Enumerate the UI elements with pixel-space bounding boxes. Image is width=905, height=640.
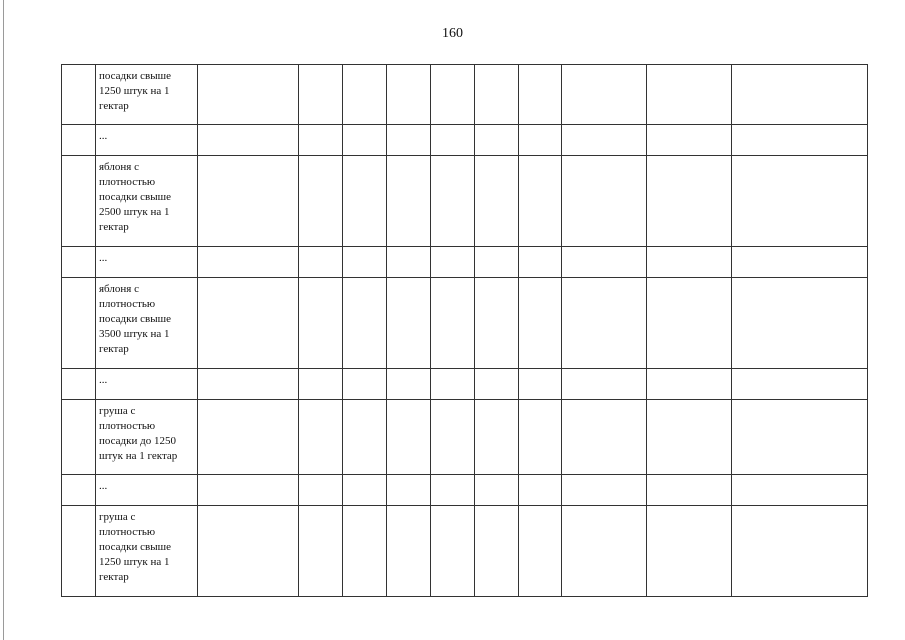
empty-value-cell: [343, 278, 387, 369]
empty-value-cell: [198, 156, 299, 247]
empty-value-cell: [562, 506, 647, 597]
empty-value-cell: [431, 369, 475, 400]
empty-value-cell: [387, 247, 431, 278]
empty-value-cell: [647, 278, 732, 369]
row-description-text: ...: [99, 374, 108, 386]
empty-value-cell: [732, 278, 868, 369]
empty-value-cell: [647, 475, 732, 506]
row-description-text: ...: [99, 252, 108, 264]
empty-value-cell: [343, 400, 387, 475]
empty-value-cell: [475, 475, 519, 506]
empty-value-cell: [198, 125, 299, 156]
empty-value-cell: [732, 247, 868, 278]
empty-value-cell: [299, 278, 343, 369]
empty-value-cell: [343, 125, 387, 156]
empty-value-cell: [732, 475, 868, 506]
empty-value-cell: [562, 400, 647, 475]
empty-value-cell: [431, 156, 475, 247]
empty-value-cell: [198, 247, 299, 278]
empty-value-cell: [387, 369, 431, 400]
empty-value-cell: [299, 65, 343, 125]
empty-value-cell: [431, 278, 475, 369]
row-description-cell: [96, 125, 198, 156]
empty-value-cell: [519, 369, 562, 400]
empty-value-cell: [343, 156, 387, 247]
empty-value-cell: [562, 475, 647, 506]
row-description-text: яблоня с плотностью посадки свыше 2500 штук на 1 гектар: [99, 161, 171, 233]
empty-value-cell: [299, 369, 343, 400]
empty-value-cell: [387, 506, 431, 597]
row-description-cell: [96, 475, 198, 506]
table-row: [62, 369, 868, 400]
empty-value-cell: [299, 506, 343, 597]
empty-value-cell: [387, 400, 431, 475]
empty-value-cell: [431, 65, 475, 125]
empty-value-cell: [198, 278, 299, 369]
empty-value-cell: [562, 65, 647, 125]
empty-value-cell: [387, 65, 431, 125]
empty-value-cell: [647, 369, 732, 400]
row-number-cell: [62, 156, 96, 247]
table-row: [62, 156, 868, 247]
empty-value-cell: [198, 475, 299, 506]
empty-value-cell: [299, 475, 343, 506]
empty-value-cell: [562, 156, 647, 247]
data-table: [61, 64, 868, 597]
empty-value-cell: [475, 247, 519, 278]
empty-value-cell: [198, 369, 299, 400]
page-margin-rule: [3, 0, 4, 640]
empty-value-cell: [343, 475, 387, 506]
row-number-cell: [62, 369, 96, 400]
row-description-cell: [96, 506, 198, 597]
row-description-text: ...: [99, 480, 108, 492]
empty-value-cell: [475, 278, 519, 369]
empty-value-cell: [647, 156, 732, 247]
empty-value-cell: [519, 65, 562, 125]
empty-value-cell: [198, 65, 299, 125]
empty-value-cell: [343, 506, 387, 597]
table-row: [62, 400, 868, 475]
row-number-cell: [62, 475, 96, 506]
empty-value-cell: [475, 125, 519, 156]
row-number-cell: [62, 400, 96, 475]
row-number-cell: [62, 278, 96, 369]
row-number-cell: [62, 247, 96, 278]
empty-value-cell: [431, 125, 475, 156]
empty-value-cell: [387, 278, 431, 369]
empty-value-cell: [299, 247, 343, 278]
empty-value-cell: [562, 369, 647, 400]
table-row: [62, 506, 868, 597]
empty-value-cell: [732, 156, 868, 247]
row-number-cell: [62, 65, 96, 125]
empty-value-cell: [343, 369, 387, 400]
empty-value-cell: [732, 400, 868, 475]
empty-value-cell: [387, 156, 431, 247]
empty-value-cell: [519, 247, 562, 278]
row-description-cell: [96, 65, 198, 125]
row-number-cell: [62, 506, 96, 597]
empty-value-cell: [343, 247, 387, 278]
row-description-text: яблоня с плотностью посадки свыше 3500 штук на 1 гектар: [99, 283, 171, 355]
empty-value-cell: [431, 475, 475, 506]
row-description-cell: [96, 278, 198, 369]
empty-value-cell: [387, 125, 431, 156]
empty-value-cell: [431, 247, 475, 278]
row-description-cell: [96, 247, 198, 278]
empty-value-cell: [562, 247, 647, 278]
empty-value-cell: [299, 156, 343, 247]
empty-value-cell: [519, 400, 562, 475]
empty-value-cell: [519, 278, 562, 369]
page-number: 160: [442, 26, 463, 41]
table-row: [62, 125, 868, 156]
empty-value-cell: [299, 125, 343, 156]
empty-value-cell: [475, 156, 519, 247]
table-row: [62, 278, 868, 369]
empty-value-cell: [475, 400, 519, 475]
empty-value-cell: [647, 247, 732, 278]
row-description-text: груша с плотностью посадки свыше 1250 штук на 1 гектар: [99, 511, 171, 583]
table-row: [62, 65, 868, 125]
row-description-text: ...: [99, 130, 108, 142]
table-row: [62, 475, 868, 506]
empty-value-cell: [732, 125, 868, 156]
empty-value-cell: [475, 65, 519, 125]
empty-value-cell: [519, 475, 562, 506]
empty-value-cell: [431, 400, 475, 475]
empty-value-cell: [431, 506, 475, 597]
row-description-cell: [96, 156, 198, 247]
empty-value-cell: [343, 65, 387, 125]
empty-value-cell: [647, 506, 732, 597]
empty-value-cell: [562, 125, 647, 156]
row-number-cell: [62, 125, 96, 156]
row-description-cell: [96, 369, 198, 400]
empty-value-cell: [475, 369, 519, 400]
empty-value-cell: [647, 400, 732, 475]
empty-value-cell: [519, 125, 562, 156]
row-description-text: посадки свыше 1250 штук на 1 гектар: [99, 70, 171, 112]
table-row: [62, 247, 868, 278]
empty-value-cell: [732, 65, 868, 125]
row-description-cell: [96, 400, 198, 475]
empty-value-cell: [647, 125, 732, 156]
empty-value-cell: [475, 506, 519, 597]
empty-value-cell: [732, 506, 868, 597]
empty-value-cell: [198, 506, 299, 597]
empty-value-cell: [732, 369, 868, 400]
empty-value-cell: [647, 65, 732, 125]
empty-value-cell: [519, 506, 562, 597]
row-description-text: груша с плотностью посадки до 1250 штук на 1 гектар: [99, 405, 178, 462]
empty-value-cell: [387, 475, 431, 506]
empty-value-cell: [562, 278, 647, 369]
empty-value-cell: [299, 400, 343, 475]
empty-value-cell: [198, 400, 299, 475]
empty-value-cell: [519, 156, 562, 247]
